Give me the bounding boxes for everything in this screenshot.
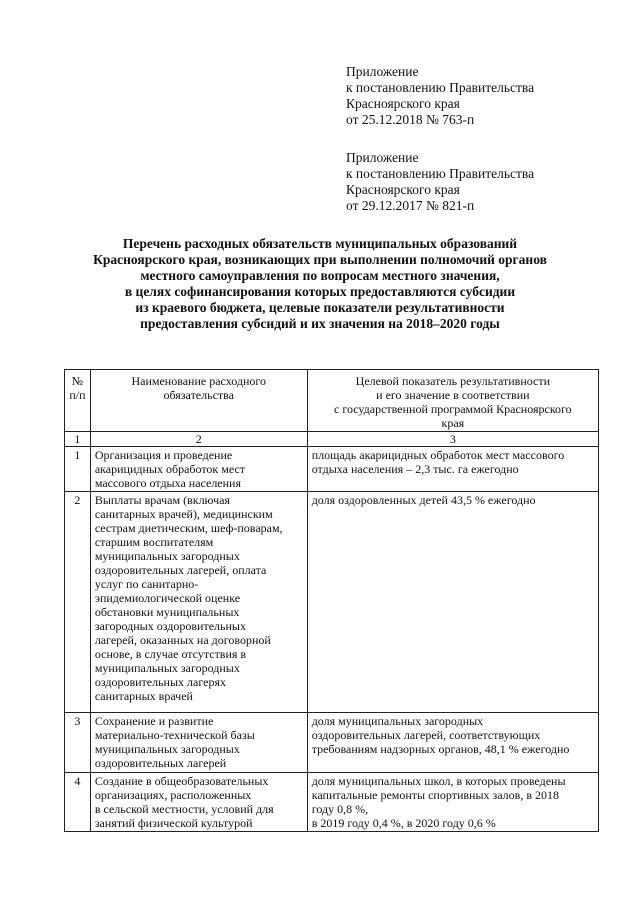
header-indicator: Целевой показатель результативности и его значение в соответствии с государственной программой Красноярского края [307,370,598,432]
row-name: Сохранение и развитие материально-технической базы муниципальных загородных оздоровительных лагерей [90,713,307,773]
row-name: Выплаты врачам (включая санитарных врачей), медицинским сестрам диетическим, шеф-поварам, старшим воспитателям муниципальных загородных оздоровительных лагерей, оплата услуг по санитарно- эпидемиологической оценке обстановки муниципальных загородных оздоровительных лагерей, оказанных на договорной основе, в случае отсутствия в муниципальных загородных оздоровительных лагерях санитарных врачей [90,492,307,713]
table-row [65,447,599,492]
appendix-block-2017 [346,150,626,214]
row-number: 1 [65,447,91,492]
appendix-line: Приложение [346,64,419,79]
row-indicator: доля оздоровленных детей 43,5 % ежегодно [307,492,598,713]
title-line: в целях софинансирования которых предоставляются субсидии [124,284,516,299]
appendix-block-2018 [346,64,626,128]
table-row [65,713,599,773]
header-num: № п/п [65,370,91,432]
row-number: 3 [65,713,91,773]
column-index: 1 [65,432,91,447]
title-line: предоставления субсидий и их значения на 2018–2020 годы [140,316,500,331]
title-line: местного самоуправления по вопросам местного значения, [140,268,500,283]
header-name: Наименование расходного обязательства [90,370,307,432]
appendix-line: от 25.12.2018 № 763-п [346,112,475,127]
appendix-line: Красноярского края [346,96,460,111]
table-row [65,492,599,713]
title-line: из краевого бюджета, целевые показатели результативности [135,300,505,315]
appendix-line: Красноярского края [346,182,460,197]
column-index: 2 [90,432,307,447]
row-indicator: доля муниципальных загородных оздоровительных лагерей, соответствующих требованиям надзорных органов, 48,1 % ежегодно [307,713,598,773]
row-name: Организация и проведение акарицидных обработок мест массового отдыха населения [90,447,307,492]
document-title [40,236,600,332]
appendix-line: Приложение [346,150,419,165]
table-row [65,773,599,832]
row-number: 4 [65,773,91,832]
row-indicator: доля муниципальных школ, в которых проведены капитальные ремонты спортивных залов, в 2018 году 0,8 %, в 2019 году 0,4 %, в 2020 году 0,6 % [307,773,598,832]
column-index: 3 [307,432,598,447]
row-indicator: площадь акарицидных обработок мест массового отдыха населения – 2,3 тыс. га ежегодно [307,447,598,492]
appendix-line: к постановлению Правительства [346,80,535,95]
column-index-row [65,432,599,447]
title-line: Перечень расходных обязательств муниципальных образований [122,236,518,251]
row-number: 2 [65,492,91,713]
appendix-line: к постановлению Правительства [346,166,535,181]
obligations-table [64,369,599,832]
row-name: Создание в общеобразовательных организациях, расположенных в сельской местности, условий для занятий физической культурой [90,773,307,832]
appendix-line: от 29.12.2017 № 821-п [346,198,475,213]
title-line: Красноярского края, возникающих при выполнении полномочий органов [93,252,547,267]
table-header-row [65,370,599,432]
